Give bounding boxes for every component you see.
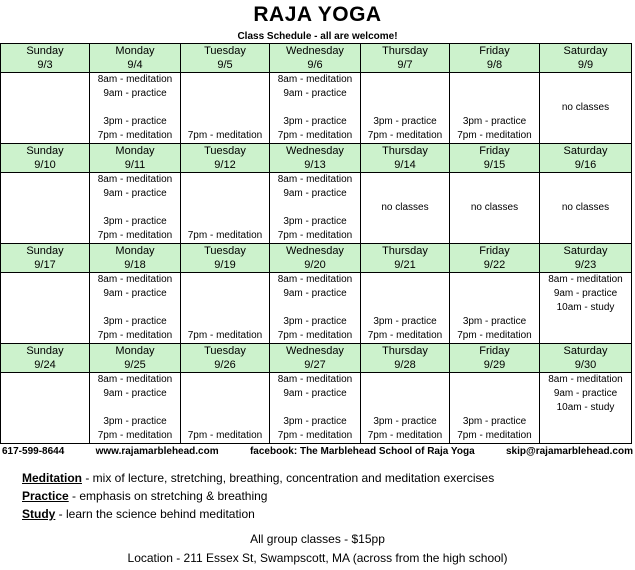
class-slot bbox=[1, 415, 89, 429]
class-slot: no classes bbox=[561, 102, 610, 113]
day-date: 9/8 bbox=[486, 59, 503, 71]
class-slot bbox=[1, 187, 89, 201]
class-slot bbox=[361, 387, 449, 401]
class-slot: 7pm - meditation bbox=[277, 230, 353, 241]
class-slot bbox=[90, 201, 180, 215]
class-slot bbox=[181, 187, 269, 201]
week-schedule-row bbox=[1, 373, 632, 444]
day-name: Monday bbox=[115, 345, 155, 357]
day-header-cell bbox=[270, 44, 361, 73]
class-slot bbox=[540, 215, 631, 229]
day-date: 9/14 bbox=[394, 159, 416, 171]
class-slot bbox=[540, 415, 631, 429]
class-slot: 7pm - meditation bbox=[367, 330, 443, 341]
class-slot: 8am - meditation bbox=[277, 174, 353, 185]
day-date: 9/11 bbox=[124, 159, 146, 171]
class-slot: 3pm - practice bbox=[103, 216, 167, 227]
day-header-cell bbox=[90, 144, 181, 173]
class-slot: 9am - practice bbox=[283, 388, 347, 399]
class-slot bbox=[361, 187, 449, 201]
day-header-cell bbox=[90, 244, 181, 273]
class-slot bbox=[181, 115, 269, 129]
class-slot bbox=[450, 187, 539, 201]
class-slot: 9am - practice bbox=[103, 288, 167, 299]
class-slot bbox=[270, 101, 360, 115]
day-schedule-cell bbox=[1, 373, 90, 444]
day-header-cell bbox=[540, 44, 632, 73]
class-slot: 7pm - meditation bbox=[277, 330, 353, 341]
class-slot bbox=[450, 301, 539, 315]
day-date: 9/20 bbox=[304, 259, 326, 271]
page-title: RAJA YOGA bbox=[253, 3, 382, 26]
day-date: 9/5 bbox=[217, 59, 233, 71]
day-name: Sunday bbox=[26, 145, 64, 157]
legend-term: Study bbox=[22, 507, 56, 521]
day-name: Tuesday bbox=[204, 145, 246, 157]
facebook-text: facebook: The Marblehead School of Raja Yoga bbox=[249, 446, 475, 457]
day-header-cell bbox=[270, 144, 361, 173]
class-slot bbox=[1, 101, 89, 115]
day-schedule-cell bbox=[450, 273, 540, 344]
day-schedule-cell bbox=[181, 273, 270, 344]
day-header-cell bbox=[450, 344, 540, 373]
day-date: 9/6 bbox=[307, 59, 323, 71]
legend-desc: - learn the science behind meditation bbox=[55, 507, 255, 521]
day-schedule-cell bbox=[540, 373, 632, 444]
class-slot bbox=[361, 301, 449, 315]
class-slot bbox=[1, 273, 89, 287]
class-slot: 9am - practice bbox=[283, 288, 347, 299]
class-slot bbox=[361, 73, 449, 87]
class-slot: 8am - meditation bbox=[97, 374, 173, 385]
day-header-cell bbox=[361, 44, 450, 73]
day-name: Sunday bbox=[26, 45, 64, 57]
class-slot bbox=[540, 187, 631, 201]
day-date: 9/23 bbox=[574, 259, 597, 271]
day-header-cell bbox=[450, 244, 540, 273]
legend-item-meditation bbox=[22, 469, 494, 487]
class-slot bbox=[450, 273, 539, 287]
day-date: 9/21 bbox=[394, 259, 416, 271]
day-name: Saturday bbox=[563, 145, 608, 157]
class-slot: 3pm - practice bbox=[103, 316, 167, 327]
day-header-cell bbox=[1, 344, 90, 373]
class-slot: 8am - meditation bbox=[97, 274, 173, 285]
class-slot bbox=[1, 329, 89, 343]
class-slot: 7pm - meditation bbox=[187, 230, 263, 241]
legend-term: Meditation bbox=[22, 471, 82, 485]
class-slot bbox=[540, 173, 631, 187]
day-date: 9/13 bbox=[304, 159, 326, 171]
class-slot bbox=[1, 315, 89, 329]
day-schedule-cell bbox=[1, 73, 90, 144]
class-slot bbox=[181, 287, 269, 301]
class-slot bbox=[181, 387, 269, 401]
class-slot bbox=[540, 315, 631, 329]
class-slot: 7pm - meditation bbox=[97, 130, 173, 141]
day-name: Friday bbox=[479, 145, 510, 157]
class-slot: 7pm - meditation bbox=[97, 230, 173, 241]
day-header-cell bbox=[181, 144, 270, 173]
class-slot: 9am - practice bbox=[103, 88, 167, 99]
class-slot: 7pm - meditation bbox=[97, 430, 173, 441]
class-slot: 9am - practice bbox=[553, 288, 618, 299]
class-slot: 3pm - practice bbox=[462, 316, 527, 327]
class-slot bbox=[181, 301, 269, 315]
day-header-cell bbox=[181, 344, 270, 373]
day-schedule-cell bbox=[270, 273, 361, 344]
class-slot: 9am - practice bbox=[283, 188, 347, 199]
class-slot bbox=[1, 115, 89, 129]
day-name: Wednesday bbox=[286, 145, 344, 157]
day-schedule-cell bbox=[450, 73, 540, 144]
class-slot: 9am - practice bbox=[103, 188, 167, 199]
day-name: Saturday bbox=[563, 45, 608, 57]
day-schedule-cell bbox=[540, 273, 632, 344]
day-name: Thursday bbox=[382, 45, 428, 57]
class-slot bbox=[1, 401, 89, 415]
day-date: 9/18 bbox=[124, 259, 146, 271]
legend-item-study bbox=[22, 505, 494, 523]
day-schedule-cell bbox=[270, 373, 361, 444]
class-slot: 3pm - practice bbox=[283, 216, 347, 227]
class-slot bbox=[540, 129, 631, 143]
class-slot bbox=[540, 229, 631, 243]
day-date: 9/30 bbox=[574, 359, 597, 371]
week-header-row bbox=[1, 144, 632, 173]
class-slot: 3pm - practice bbox=[103, 116, 167, 127]
contact-line bbox=[2, 446, 633, 457]
class-slot bbox=[1, 129, 89, 143]
class-slot bbox=[450, 401, 539, 415]
class-slot: 3pm - practice bbox=[373, 116, 437, 127]
class-slot bbox=[1, 73, 89, 87]
day-header-cell bbox=[181, 244, 270, 273]
class-slot: 8am - meditation bbox=[97, 74, 173, 85]
class-slot bbox=[450, 87, 539, 101]
class-slot bbox=[361, 401, 449, 415]
class-slot bbox=[181, 373, 269, 387]
class-slot: 8am - meditation bbox=[277, 274, 353, 285]
day-header-cell bbox=[450, 44, 540, 73]
class-slot bbox=[450, 73, 539, 87]
class-slot bbox=[1, 201, 89, 215]
class-slot: 3pm - practice bbox=[103, 416, 167, 427]
class-slot bbox=[450, 173, 539, 187]
day-schedule-cell bbox=[450, 173, 540, 244]
class-slot bbox=[181, 415, 269, 429]
class-slot bbox=[450, 373, 539, 387]
class-slot: 7pm - meditation bbox=[367, 430, 443, 441]
day-name: Tuesday bbox=[204, 245, 246, 257]
class-slot: 7pm - meditation bbox=[457, 430, 532, 441]
day-date: 9/3 bbox=[37, 59, 53, 71]
class-slot bbox=[540, 115, 631, 129]
class-slot bbox=[181, 273, 269, 287]
phone-number: 617-599-8644 bbox=[2, 446, 65, 457]
day-schedule-cell bbox=[90, 73, 181, 144]
day-name: Saturday bbox=[563, 245, 608, 257]
class-slot bbox=[270, 201, 360, 215]
class-slot bbox=[361, 273, 449, 287]
day-name: Tuesday bbox=[204, 345, 246, 357]
class-slot bbox=[450, 229, 539, 243]
class-slot: 3pm - practice bbox=[462, 116, 527, 127]
day-name: Saturday bbox=[563, 345, 608, 357]
class-slot: no classes bbox=[381, 202, 429, 213]
class-slot bbox=[450, 287, 539, 301]
class-slot: 3pm - practice bbox=[283, 116, 347, 127]
day-schedule-cell bbox=[361, 373, 450, 444]
day-header-cell bbox=[540, 344, 632, 373]
day-schedule-cell bbox=[361, 173, 450, 244]
legend-desc: - emphasis on stretching & breathing bbox=[68, 489, 268, 503]
day-date: 9/10 bbox=[34, 159, 56, 171]
day-header-cell bbox=[270, 244, 361, 273]
legend-desc: - mix of lecture, stretching, breathing, concentration and meditation exercises bbox=[82, 471, 495, 485]
day-name: Sunday bbox=[26, 345, 64, 357]
day-header-cell bbox=[1, 244, 90, 273]
day-schedule-cell bbox=[270, 173, 361, 244]
class-slot bbox=[361, 373, 449, 387]
class-slot bbox=[90, 401, 180, 415]
class-slot bbox=[1, 173, 89, 187]
day-header-cell bbox=[540, 144, 632, 173]
class-slot bbox=[270, 401, 360, 415]
day-date: 9/9 bbox=[577, 59, 594, 71]
day-schedule-cell bbox=[90, 373, 181, 444]
day-header-cell bbox=[90, 344, 181, 373]
class-slot bbox=[450, 215, 539, 229]
class-slot bbox=[270, 301, 360, 315]
class-slot: 9am - practice bbox=[283, 88, 347, 99]
class-slot bbox=[1, 215, 89, 229]
day-date: 9/27 bbox=[304, 359, 326, 371]
class-slot bbox=[1, 287, 89, 301]
day-header-cell bbox=[361, 244, 450, 273]
day-name: Friday bbox=[479, 245, 510, 257]
day-header-cell bbox=[181, 44, 270, 73]
day-header-cell bbox=[1, 44, 90, 73]
day-date: 9/28 bbox=[394, 359, 416, 371]
week-schedule-row bbox=[1, 273, 632, 344]
legend-item-practice bbox=[22, 487, 494, 505]
class-slot: 8am - meditation bbox=[548, 374, 623, 385]
class-slot: 7pm - meditation bbox=[367, 130, 443, 141]
class-slot bbox=[181, 315, 269, 329]
day-name: Thursday bbox=[382, 345, 428, 357]
class-slot: 8am - meditation bbox=[277, 74, 353, 85]
class-slot: 10am - study bbox=[556, 402, 615, 413]
class-slot: 3pm - practice bbox=[283, 416, 347, 427]
day-header-cell bbox=[270, 344, 361, 373]
class-slot: 9am - practice bbox=[103, 388, 167, 399]
class-slot: 8am - meditation bbox=[277, 374, 353, 385]
class-slot bbox=[1, 87, 89, 101]
class-slot bbox=[540, 73, 631, 87]
class-slot: no classes bbox=[561, 202, 610, 213]
class-slot bbox=[1, 301, 89, 315]
class-slot bbox=[361, 101, 449, 115]
day-schedule-cell bbox=[361, 273, 450, 344]
day-date: 9/22 bbox=[483, 259, 506, 271]
day-name: Wednesday bbox=[286, 45, 344, 57]
week-schedule-row bbox=[1, 173, 632, 244]
day-date: 9/26 bbox=[214, 359, 236, 371]
class-slot bbox=[361, 87, 449, 101]
class-slot: 7pm - meditation bbox=[277, 430, 353, 441]
class-slot bbox=[181, 87, 269, 101]
day-schedule-cell bbox=[181, 373, 270, 444]
day-date: 9/12 bbox=[214, 159, 236, 171]
day-schedule-cell bbox=[450, 373, 540, 444]
class-slot: 7pm - meditation bbox=[97, 330, 173, 341]
legend bbox=[22, 469, 494, 523]
day-date: 9/17 bbox=[34, 259, 56, 271]
website-link[interactable]: www.rajamarblehead.com bbox=[95, 446, 219, 457]
class-slot bbox=[450, 387, 539, 401]
day-name: Wednesday bbox=[286, 245, 344, 257]
day-header-cell bbox=[361, 344, 450, 373]
day-schedule-cell bbox=[181, 173, 270, 244]
day-date: 9/4 bbox=[127, 59, 143, 71]
email-link[interactable]: skip@rajamarblehead.com bbox=[505, 446, 633, 457]
day-date: 9/7 bbox=[397, 59, 413, 71]
week-header-row bbox=[1, 244, 632, 273]
class-slot bbox=[1, 429, 89, 443]
class-slot bbox=[181, 215, 269, 229]
day-schedule-cell bbox=[540, 173, 632, 244]
day-header-cell bbox=[90, 44, 181, 73]
day-header-cell bbox=[540, 244, 632, 273]
day-name: Monday bbox=[115, 245, 155, 257]
class-slot: 3pm - practice bbox=[373, 316, 437, 327]
class-slot bbox=[181, 401, 269, 415]
day-name: Friday bbox=[479, 45, 510, 57]
day-header-cell bbox=[1, 144, 90, 173]
day-schedule-cell bbox=[181, 73, 270, 144]
day-name: Wednesday bbox=[286, 345, 344, 357]
class-slot bbox=[361, 173, 449, 187]
class-slot: 7pm - meditation bbox=[187, 430, 263, 441]
day-schedule-cell bbox=[90, 273, 181, 344]
class-slot bbox=[181, 173, 269, 187]
week-header-row bbox=[1, 44, 632, 73]
day-date: 9/29 bbox=[483, 359, 506, 371]
class-slot bbox=[90, 101, 180, 115]
class-slot bbox=[181, 101, 269, 115]
day-name: Monday bbox=[115, 45, 155, 57]
class-slot: 10am - study bbox=[556, 302, 615, 313]
class-slot bbox=[1, 373, 89, 387]
class-slot bbox=[540, 429, 631, 443]
class-slot: 7pm - meditation bbox=[457, 130, 532, 141]
class-slot: 7pm - meditation bbox=[187, 130, 263, 141]
class-slot: 7pm - meditation bbox=[187, 330, 263, 341]
class-slot: 3pm - practice bbox=[283, 316, 347, 327]
day-name: Friday bbox=[479, 345, 510, 357]
class-slot bbox=[361, 215, 449, 229]
class-slot bbox=[1, 387, 89, 401]
day-name: Tuesday bbox=[204, 45, 246, 57]
class-slot: no classes bbox=[470, 202, 519, 213]
day-schedule-cell bbox=[90, 173, 181, 244]
location-text: Location - 211 Essex St, Swampscott, MA (across from the high school) bbox=[127, 551, 508, 565]
day-name: Thursday bbox=[382, 145, 428, 157]
class-slot: 8am - meditation bbox=[97, 174, 173, 185]
class-slot: 8am - meditation bbox=[548, 274, 623, 285]
day-date: 9/24 bbox=[34, 359, 56, 371]
legend-term: Practice bbox=[22, 489, 69, 503]
class-slot bbox=[181, 201, 269, 215]
class-slot: 3pm - practice bbox=[373, 416, 437, 427]
day-date: 9/16 bbox=[574, 159, 597, 171]
class-slot: 7pm - meditation bbox=[277, 130, 353, 141]
schedule-table bbox=[0, 43, 632, 444]
class-slot bbox=[1, 229, 89, 243]
class-slot bbox=[540, 329, 631, 343]
day-header-cell bbox=[450, 144, 540, 173]
day-date: 9/25 bbox=[124, 359, 146, 371]
day-date: 9/19 bbox=[214, 259, 236, 271]
page-subtitle: Class Schedule - all are welcome! bbox=[237, 31, 398, 42]
day-schedule-cell bbox=[1, 273, 90, 344]
class-slot bbox=[181, 73, 269, 87]
class-slot: 9am - practice bbox=[553, 388, 618, 399]
day-header-cell bbox=[361, 144, 450, 173]
class-slot bbox=[90, 301, 180, 315]
day-schedule-cell bbox=[540, 73, 632, 144]
day-schedule-cell bbox=[1, 173, 90, 244]
week-schedule-row bbox=[1, 73, 632, 144]
day-name: Thursday bbox=[382, 245, 428, 257]
day-name: Sunday bbox=[26, 245, 64, 257]
class-slot bbox=[361, 229, 449, 243]
class-slot bbox=[540, 87, 631, 101]
price-text: All group classes - $15pp bbox=[250, 532, 385, 546]
class-slot: 3pm - practice bbox=[462, 416, 527, 427]
class-slot bbox=[361, 287, 449, 301]
day-schedule-cell bbox=[270, 73, 361, 144]
day-schedule-cell bbox=[361, 73, 450, 144]
day-name: Monday bbox=[115, 145, 155, 157]
week-header-row bbox=[1, 344, 632, 373]
day-date: 9/15 bbox=[483, 159, 506, 171]
class-slot bbox=[450, 101, 539, 115]
class-slot: 7pm - meditation bbox=[457, 330, 532, 341]
